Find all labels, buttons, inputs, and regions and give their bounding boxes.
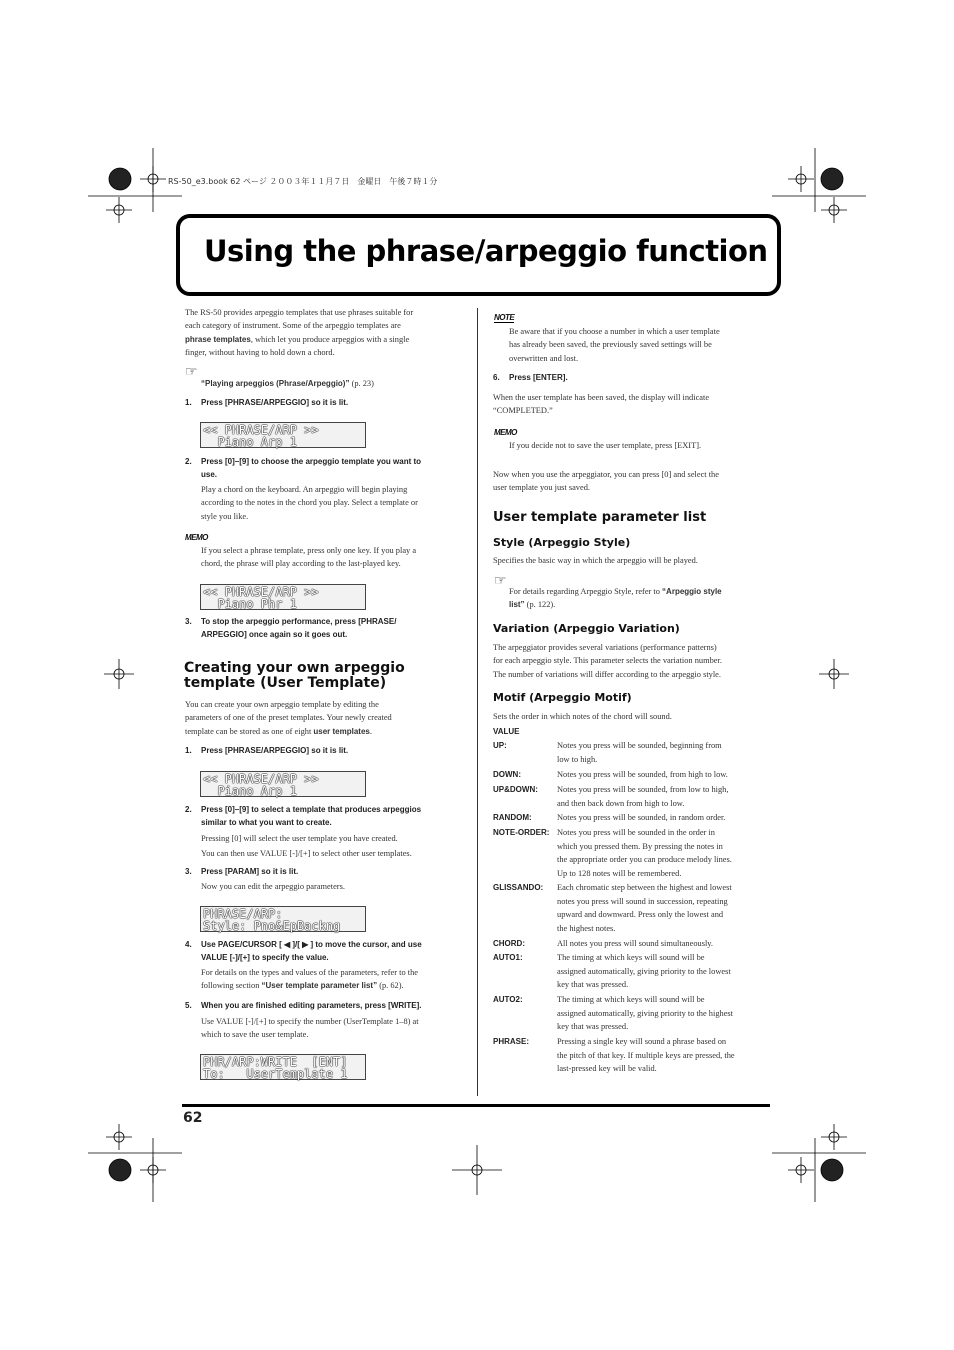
memo-icon: MEMO <box>185 533 208 542</box>
step-number: 1. <box>185 398 192 407</box>
value-description: All notes you press will sound simultaneously. <box>557 939 714 948</box>
motif-body: Sets the order in which notes of the chord will sound. <box>493 712 672 721</box>
value-term: GLISSANDO: <box>493 883 544 892</box>
ut-step-3-body: Now you can edit the arpeggio parameters. <box>201 882 345 891</box>
after-save-paragraph: Now when you use the arpeggiator, you can press [0] and select the user template you just saved. <box>493 470 719 493</box>
value-description: The timing at which keys will sound will be assigned automatically, giving priority to the highest key that was pressed. <box>557 995 733 1032</box>
value-description: Each chromatic step between the highest and lowest notes you press will sound in succession, repeating upward and downward. Press only the lowest and the highest notes. <box>557 883 732 933</box>
value-description: The timing at which keys will sound will be assigned automatically, giving priority to the lowest key that was pressed. <box>557 953 731 990</box>
ut-step-4-text: Use PAGE/CURSOR [ ◀ ]/[ ▶ ] to move the cursor, and use VALUE [-]/[+] to specify the value. <box>201 940 422 963</box>
reference-hand-icon: ☞ <box>494 574 507 589</box>
value-term: DOWN: <box>493 770 521 779</box>
parameter-list-heading: User template parameter list <box>493 510 707 525</box>
value-description: Notes you press will be sounded, from high to low. <box>557 770 728 779</box>
note-text: Be aware that if you choose a number in which a user template has already been saved, the previously saved settings will be overwritten and lost. <box>509 327 720 363</box>
page-number: 62 <box>183 1110 203 1126</box>
step-number: 1. <box>185 746 192 755</box>
lcd-display: << PHRASE/ARP >> Piano Phr 1 <box>200 584 366 610</box>
step-number: 5. <box>185 1001 192 1010</box>
value-description: Notes you press will be sounded, beginning from low to high. <box>557 741 722 764</box>
step-number: 2. <box>185 805 192 814</box>
memo-text: If you select a phrase template, press only one key. If you play a chord, the phrase will play according to the last-played key. <box>201 546 417 569</box>
value-term: UP: <box>493 741 507 750</box>
column-divider <box>477 308 478 1096</box>
ut-step-2-text: Press [0]–[9] to select a template that produces arpeggios similar to what you want to create. <box>201 805 422 828</box>
value-description: Notes you press will be sounded in the order in which you pressed them. By pressing the notes in the appropriate order you can produce melody lines. Up to 128 notes will be remembered. <box>557 828 732 878</box>
lcd-display: << PHRASE/ARP >> Piano Arp 1 <box>200 771 366 797</box>
user-template-intro: You can create your own arpeggio template by editing the parameters of one of the preset templates. Your newly created template can be stored as one of eight user templates. <box>185 700 392 736</box>
value-term: AUTO2: <box>493 995 523 1004</box>
step-1-text: Press [PHRASE/ARPEGGIO] so it is lit. <box>201 398 349 407</box>
value-term: AUTO1: <box>493 953 523 962</box>
step-number: 2. <box>185 457 192 466</box>
step-number: 3. <box>185 867 192 876</box>
value-description: Pressing a single key will sound a phrase based on the pitch of that key. If multiple keys are pressed, the last-pressed key will be valid. <box>557 1037 735 1074</box>
step-6-body: When the user template has been saved, the display will indicate “COMPLETED.” <box>493 393 710 416</box>
note-icon: NOTE <box>494 313 515 322</box>
ut-step-5-body: Use VALUE [-]/[+] to specify the number (UserTemplate 1–8) at which to save the user template. <box>201 1017 419 1040</box>
step-3-text: To stop the arpeggio performance, press [PHRASE/ ARPEGGIO] once again so it goes out. <box>201 617 397 640</box>
value-term: UP&DOWN: <box>493 785 538 794</box>
ut-step-3-text: Press [PARAM] so it is lit. <box>201 867 299 876</box>
print-header: RS-50_e3.book 62 ページ ２００３年１１月７日 金曜日 午後７時１分 <box>168 177 438 186</box>
memo-text: If you decide not to save the user template, press [EXIT]. <box>509 441 702 450</box>
step-number: 4. <box>185 940 192 949</box>
style-heading: Style (Arpeggio Style) <box>493 536 631 549</box>
lcd-display: << PHRASE/ARP >> Piano Arp 1 <box>200 422 366 448</box>
step-number: 3. <box>185 617 192 626</box>
step-number: 6. <box>493 373 500 382</box>
ut-step-5-text: When you are finished editing parameters, press [WRITE]. <box>201 1001 422 1010</box>
lcd-display: PHR/ARP:WRITE [ENT] To: UserTemplate 1 <box>200 1054 366 1080</box>
motif-heading: Motif (Arpeggio Motif) <box>493 691 632 704</box>
value-label: VALUE <box>493 727 520 736</box>
intro-paragraph: The RS-50 provides arpeggio templates that use phrases suitable for each category of instrument. Some of the arpeggio templates are phrase templates, which let you produce arpeggios with a single finger, without having to hold down a chord. <box>185 308 414 358</box>
style-reference[interactable]: For details regarding Arpeggio Style, refer to “Arpeggio style list” (p. 122). <box>509 587 722 610</box>
ut-step-4-body: For details on the types and values of the parameters, refer to the following section “User template parameter list” (p. 62). <box>201 968 418 991</box>
memo-icon: MEMO <box>494 428 517 437</box>
page-title: Using the phrase/arpeggio function <box>204 234 768 268</box>
style-body: Specifies the basic way in which the arpeggio will be played. <box>493 556 698 565</box>
value-term: RANDOM: <box>493 813 532 822</box>
value-description: Notes you press will be sounded, in random order. <box>557 813 726 822</box>
value-term: NOTE-ORDER: <box>493 828 550 837</box>
reference-link[interactable]: “Playing arpeggios (Phrase/Arpeggio)” (p. 23) <box>201 379 374 388</box>
step-6-text: Press [ENTER]. <box>509 373 568 382</box>
step-2-body: Play a chord on the keyboard. An arpeggio will begin playing according to the notes in the chord you play. Select a template or style you like. <box>201 485 418 521</box>
ut-step-1-text: Press [PHRASE/ARPEGGIO] so it is lit. <box>201 746 349 755</box>
value-description: Notes you press will be sounded, from low to high, and then back down from high to low. <box>557 785 729 808</box>
section-heading: Creating your own arpeggio template (User Template) <box>184 660 405 691</box>
variation-body: The arpeggiator provides several variations (performance patterns) for each arpeggio style. This parameter selects the variation number. The number of variations will differ according to the arpeggio style. <box>493 643 722 679</box>
lcd-display: PHRASE/ARP: Style: Pno&EpBackng <box>200 906 366 932</box>
reference-hand-icon: ☞ <box>185 365 198 380</box>
step-2-text: Press [0]–[9] to choose the arpeggio template you want to use. <box>201 457 422 480</box>
value-term: PHRASE: <box>493 1037 530 1046</box>
ut-step-2-body: Pressing [0] will select the user template you have created. You can then use VALUE [-]/[+] to select other user templates. <box>201 834 412 859</box>
footer-rule <box>182 1104 770 1107</box>
value-term: CHORD: <box>493 939 525 948</box>
variation-heading: Variation (Arpeggio Variation) <box>493 622 680 635</box>
